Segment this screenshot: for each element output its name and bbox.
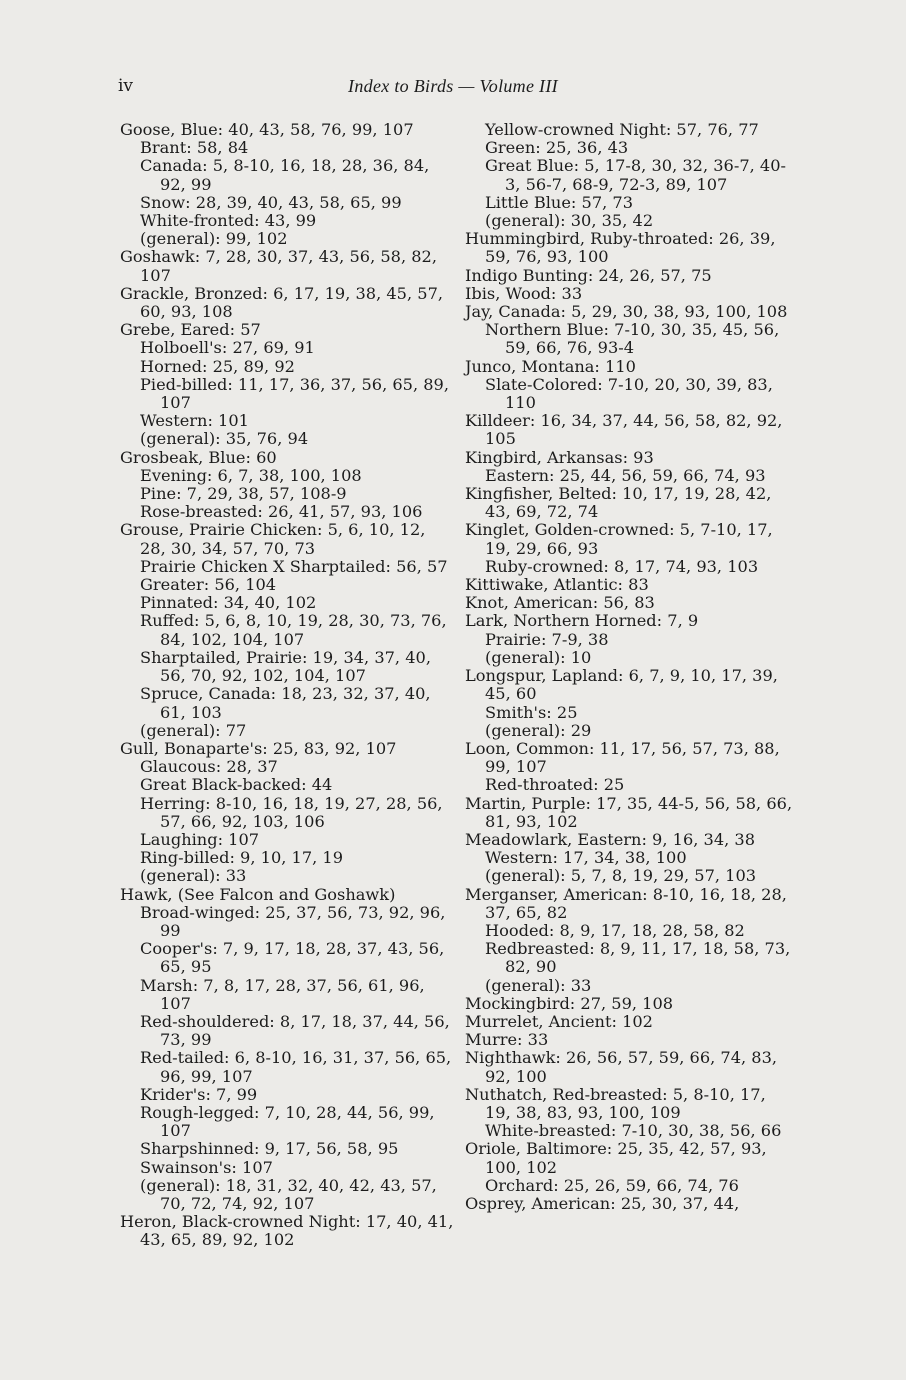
index-subentry: (general): 33 [485, 975, 592, 995]
index-subentry: Orchard: 25, 26, 59, 66, 74, 76 [485, 1175, 739, 1195]
index-subentry: White-fronted: 43, 99 [140, 211, 317, 231]
index-subentry: Rose-breasted: 26, 41, 57, 93, 106 [140, 502, 423, 522]
index-subentry: Ring-billed: 9, 10, 17, 19 [140, 848, 344, 868]
index-subentry: (general): 99, 102 [140, 229, 288, 249]
index-entry: Heron, Black-crowned Night: 17, 40, 41, 43, 65, 89, 92, 102 [120, 1212, 454, 1250]
index-entry: Jay, Canada: 5, 29, 30, 38, 93, 100, 108 [465, 302, 788, 322]
index-subentry: Broad-winged: 25, 37, 56, 73, 92, 96, 99 [140, 902, 446, 940]
index-subentry: Snow: 28, 39, 40, 43, 58, 65, 99 [140, 192, 402, 212]
index-entry: Kingfisher, Belted: 10, 17, 19, 28, 42, 43, 69, 72, 74 [465, 484, 772, 522]
index-subentry: Western: 101 [140, 411, 249, 431]
index-entry: Indigo Bunting: 24, 26, 57, 75 [465, 265, 712, 285]
index-entry: Goose, Blue: 40, 43, 58, 76, 99, 107 [120, 120, 414, 139]
index-entry: Knot, American: 56, 83 [465, 593, 655, 613]
index-subentry: Pied-billed: 11, 17, 36, 37, 56, 65, 89, 107 [140, 374, 449, 413]
index-subentry: Horned: 25, 89, 92 [140, 356, 295, 376]
index-subentry: Laughing: 107 [140, 829, 260, 849]
index-entry: Martin, Purple: 17, 35, 44-5, 56, 58, 66, 81, 93, 102 [465, 793, 793, 831]
index-entry: Nuthatch, Red-breasted: 5, 8-10, 17, 19, 38, 83, 93, 100, 109 [465, 1084, 766, 1122]
index-entry: Grebe, Eared: 57 [120, 320, 261, 340]
index-subentry: Ruby-crowned: 8, 17, 74, 93, 103 [485, 556, 759, 576]
index-subentry: (general): 77 [140, 720, 247, 740]
index-subentry: Sharptailed, Prairie: 19, 34, 37, 40, 56, 70, 92, 102, 104, 107 [140, 647, 431, 686]
index-subentry: Pine: 7, 29, 38, 57, 108-9 [140, 484, 347, 504]
index-subentry: Red-throated: 25 [485, 775, 625, 795]
index-subentry: Western: 17, 34, 38, 100 [485, 848, 687, 868]
index-entry: Junco, Montana: 110 [465, 356, 636, 376]
page-number: iv [118, 76, 134, 96]
index-entry: Loon, Common: 11, 17, 56, 57, 73, 88, 99, 107 [465, 738, 780, 777]
index-subentry: White-breasted: 7-10, 30, 38, 56, 66 [485, 1121, 782, 1141]
index-entry: Hawk, (See Falcon and Goshawk) [120, 884, 396, 904]
index-subentry: Krider's: 7, 99 [140, 1084, 258, 1104]
index-subentry: Northern Blue: 7-10, 30, 35, 45, 56, 59, 66, 76, 93-4 [485, 320, 780, 358]
index-entry: Grackle, Bronzed: 6, 17, 19, 38, 45, 57, 60, 93, 108 [120, 283, 444, 322]
index-entry: Mockingbird: 27, 59, 108 [465, 993, 674, 1013]
index-entry: Lark, Northern Horned: 7, 9 [465, 611, 699, 631]
index-entry: Longspur, Lapland: 6, 7, 9, 10, 17, 39, 45, 60 [465, 666, 778, 704]
index-subentry: Great Blue: 5, 17-8, 30, 32, 36-7, 40-3, 56-7, 68-9, 72-3, 89, 107 [485, 156, 786, 194]
index-subentry: Holboell's: 27, 69, 91 [140, 338, 315, 358]
page-header [0, 76, 906, 100]
index-subentry: (general): 18, 31, 32, 40, 42, 43, 57, 70, 72, 74, 92, 107 [140, 1175, 437, 1213]
index-subentry: Rough-legged: 7, 10, 28, 44, 56, 99, 107 [140, 1102, 435, 1141]
index-subentry: (general): 29 [485, 720, 592, 740]
index-subentry: Eastern: 25, 44, 56, 59, 66, 74, 93 [485, 465, 766, 485]
index-subentry: Canada: 5, 8-10, 16, 18, 28, 36, 84, 92, 99 [140, 156, 430, 194]
index-entry: Grouse, Prairie Chicken: 5, 6, 10, 12, 28, 30, 34, 57, 70, 73 [120, 520, 426, 558]
index-subentry: Ruffed: 5, 6, 8, 10, 19, 28, 30, 73, 76, 84, 102, 104, 107 [140, 611, 447, 649]
index-subentry: (general): 33 [140, 866, 247, 886]
running-title: Index to Birds — Volume III [348, 76, 558, 96]
index-entry: Oriole, Baltimore: 25, 35, 42, 57, 93, 100, 102 [465, 1139, 767, 1177]
index-subentry: Pinnated: 34, 40, 102 [140, 593, 317, 613]
index-subentry: Sharpshinned: 9, 17, 56, 58, 95 [140, 1139, 399, 1159]
index-entry: Kittiwake, Atlantic: 83 [465, 575, 649, 595]
index-entry: Murre: 33 [465, 1030, 549, 1050]
index-subentry: Red-tailed: 6, 8-10, 16, 31, 37, 56, 65, 96, 99, 107 [140, 1048, 452, 1086]
index-subentry: Slate-Colored: 7-10, 20, 30, 39, 83, 110 [485, 374, 773, 413]
index-subentry: Great Black-backed: 44 [140, 775, 333, 795]
index-column-right [465, 121, 795, 1213]
index-entry: Meadowlark, Eastern: 9, 16, 34, 38 [465, 829, 756, 849]
index-entry: Merganser, American: 8-10, 16, 18, 28, 37, 65, 82 [465, 884, 787, 922]
index-subentry: Hooded: 8, 9, 17, 18, 28, 58, 82 [485, 920, 745, 940]
index-subentry: Prairie Chicken X Sharptailed: 56, 57 [140, 556, 448, 576]
index-subentry: (general): 35, 76, 94 [140, 429, 309, 449]
index-subentry: (general): 5, 7, 8, 19, 29, 57, 103 [485, 866, 757, 886]
index-subentry: Herring: 8-10, 16, 18, 19, 27, 28, 56, 57, 66, 92, 103, 106 [140, 793, 443, 831]
index-subentry: Swainson's: 107 [140, 1157, 273, 1177]
index-subentry: Smith's: 25 [485, 702, 578, 722]
index-entry: Grosbeak, Blue: 60 [120, 447, 277, 467]
index-subentry: Greater: 56, 104 [140, 575, 277, 595]
index-subentry: Evening: 6, 7, 38, 100, 108 [140, 465, 362, 485]
index-entry: Kingbird, Arkansas: 93 [465, 447, 654, 467]
index-entry: Ibis, Wood: 33 [465, 283, 583, 303]
index-entry: Osprey, American: 25, 30, 37, 44, [465, 1193, 740, 1213]
index-subentry: (general): 30, 35, 42 [485, 211, 654, 231]
index-column-left [120, 121, 456, 1250]
index-subentry: Redbreasted: 8, 9, 11, 17, 18, 58, 73, 82, 90 [485, 939, 791, 977]
index-entry: Killdeer: 16, 34, 37, 44, 56, 58, 82, 92, 105 [465, 411, 783, 449]
index-subentry: Marsh: 7, 8, 17, 28, 37, 56, 61, 96, 107 [140, 975, 425, 1013]
index-subentry: Green: 25, 36, 43 [485, 138, 629, 158]
index-subentry: Red-shouldered: 8, 17, 18, 37, 44, 56, 73, 99 [140, 1011, 450, 1050]
index-subentry: Prairie: 7-9, 38 [485, 629, 609, 649]
index-entry: Goshawk: 7, 28, 30, 37, 43, 56, 58, 82, 107 [120, 247, 437, 285]
index-entry: Kinglet, Golden-crowned: 5, 7-10, 17, 19, 29, 66, 93 [465, 520, 773, 558]
index-entry: Hummingbird, Ruby-throated: 26, 39, 59, 76, 93, 100 [465, 229, 776, 267]
index-entry: Gull, Bonaparte's: 25, 83, 92, 107 [120, 738, 397, 758]
index-entry: Murrelet, Ancient: 102 [465, 1011, 653, 1031]
index-subentry: Yellow-crowned Night: 57, 76, 77 [485, 120, 759, 139]
index-subentry: Spruce, Canada: 18, 23, 32, 37, 40, 61, 103 [140, 684, 431, 722]
index-subentry: Cooper's: 7, 9, 17, 18, 28, 37, 43, 56, 65, 95 [140, 939, 445, 977]
index-subentry: Glaucous: 28, 37 [140, 757, 278, 777]
index-subentry: Brant: 58, 84 [140, 138, 249, 158]
index-subentry: (general): 10 [485, 647, 592, 667]
index-subentry: Little Blue: 57, 73 [485, 192, 634, 212]
index-entry: Nighthawk: 26, 56, 57, 59, 66, 74, 83, 92, 100 [465, 1048, 778, 1086]
